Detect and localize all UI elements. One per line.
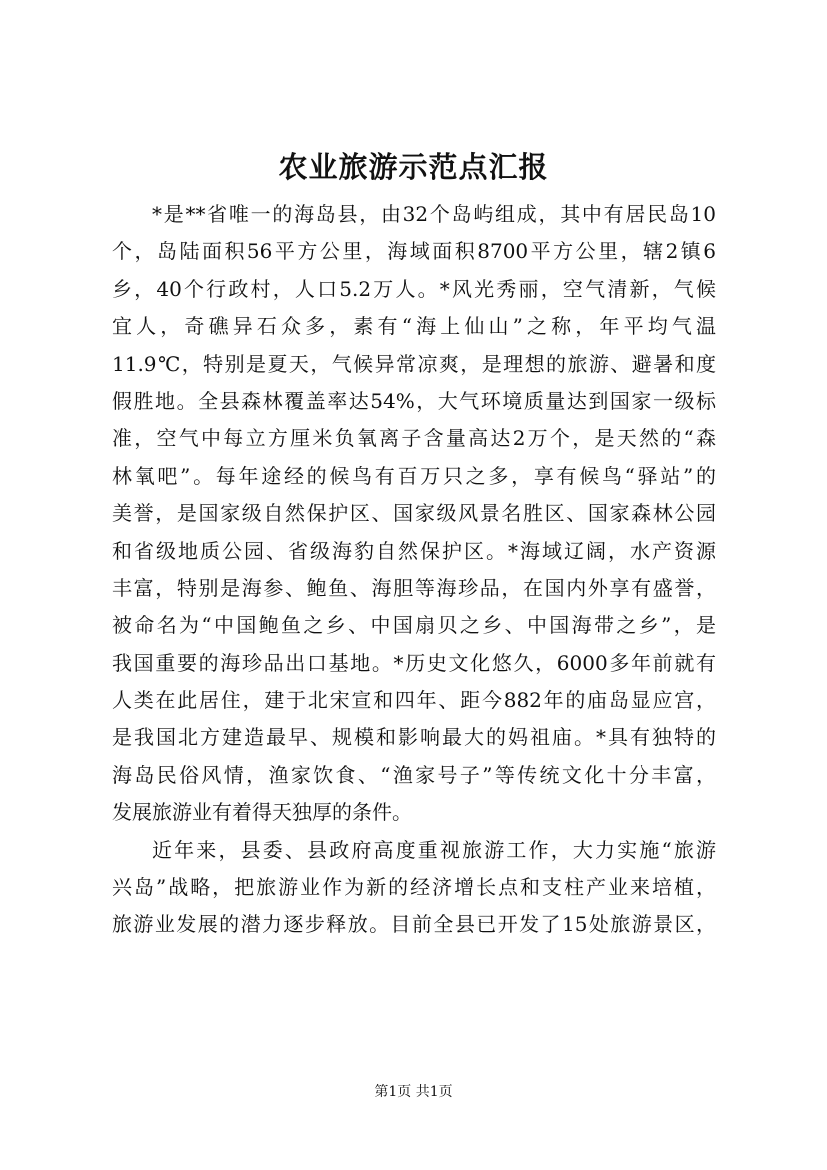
text-line: 假胜地。全县森林覆盖率达54%，大气环境质量达到国家一级标 bbox=[112, 388, 716, 413]
text-line: 丰富，特别是海参、鲍鱼、海胆等海珍品，在国内外享有盛誉， bbox=[112, 575, 716, 600]
text-line: 海岛民俗风情，渔家饮食、“渔家号子”等传统文化十分丰富， bbox=[112, 762, 716, 787]
paragraph-1 bbox=[112, 196, 716, 832]
text-line: 和省级地质公园、省级海豹自然保护区。*海域辽阔，水产资源 bbox=[112, 538, 716, 563]
text-line: 11.9℃，特别是夏天，气候异常凉爽，是理想的旅游、避暑和度 bbox=[112, 351, 716, 376]
text-line: 旅游业发展的潜力逐步释放。目前全县已开发了15处旅游景区， bbox=[112, 912, 716, 937]
text-line: 美誉，是国家级自然保护区、国家级风景名胜区、国家森林公园 bbox=[112, 501, 716, 526]
text-line: 兴岛”战略，把旅游业作为新的经济增长点和支柱产业来培植， bbox=[112, 875, 716, 900]
document-body bbox=[112, 196, 716, 944]
text-line: 林氧吧”。每年途经的候鸟有百万只之多，享有候鸟“驿站”的 bbox=[112, 463, 716, 488]
text-line: *是**省唯一的海岛县，由32个岛屿组成，其中有居民岛10 bbox=[152, 202, 716, 226]
text-line: 人类在此居住，建于北宋宣和四年、距今882年的庙岛显应宫， bbox=[112, 688, 716, 713]
text-line: 乡，40个行政村，人口5.2万人。*风光秀丽，空气清新，气候 bbox=[112, 276, 716, 301]
text-line: 发展旅游业有着得天独厚的条件。 bbox=[112, 800, 412, 825]
text-line: 是我国北方建造最早、规模和影响最大的妈祖庙。*具有独特的 bbox=[112, 725, 716, 750]
text-line: 我国重要的海珍品出口基地。*历史文化悠久，6000多年前就有 bbox=[112, 650, 716, 675]
text-line: 准，空气中每立方厘米负氧离子含量高达2万个，是天然的“森 bbox=[112, 426, 716, 451]
text-line: 个，岛陆面积56平方公里，海域面积8700平方公里，辖2镇6 bbox=[112, 239, 716, 264]
document-title: 农业旅游示范点汇报 bbox=[278, 150, 549, 184]
page-footer: 第1页 共1页 bbox=[374, 1084, 453, 1100]
text-line: 被命名为“中国鲍鱼之乡、中国扇贝之乡、中国海带之乡”，是 bbox=[112, 613, 716, 638]
text-line: 宜人，奇礁异石众多，素有“海上仙山”之称，年平均气温 bbox=[112, 314, 716, 339]
paragraph-2 bbox=[112, 832, 716, 944]
text-line: 近年来，县委、县政府高度重视旅游工作，大力实施“旅游 bbox=[152, 837, 716, 862]
